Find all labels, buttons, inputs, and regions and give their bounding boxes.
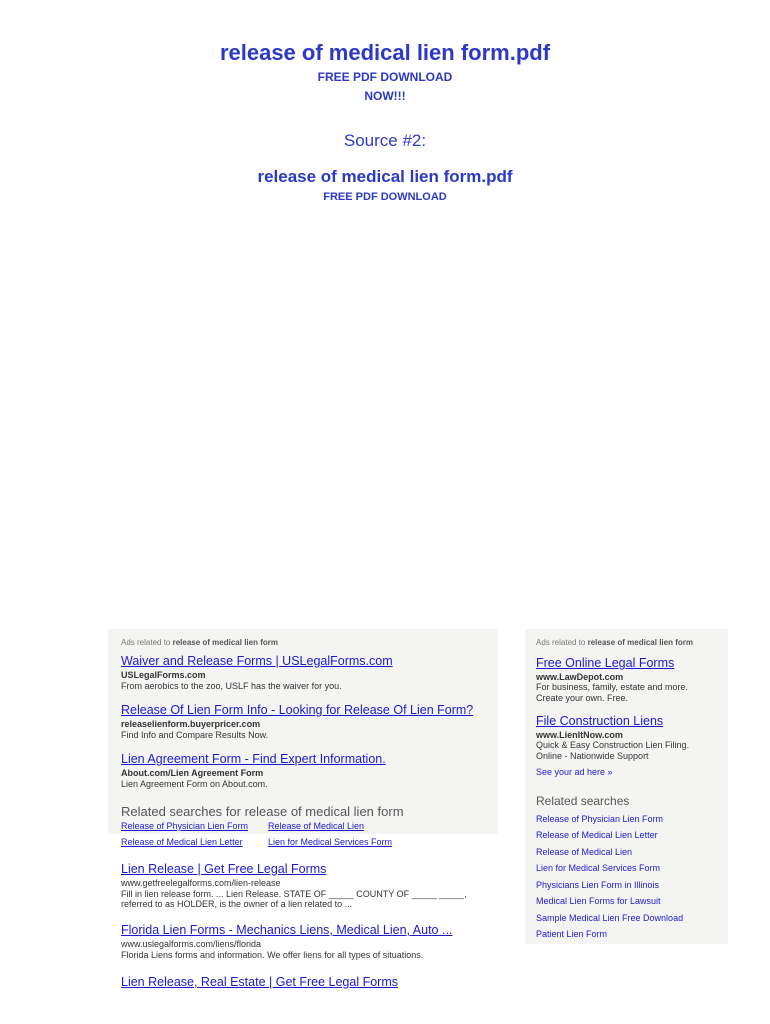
related-link[interactable]: Lien for Medical Services Form — [268, 837, 393, 847]
related-link[interactable]: Medical Lien Forms for Lawsuit — [536, 896, 661, 906]
result-link-lien-release[interactable]: Lien Release | Get Free Legal Forms — [121, 862, 327, 876]
left-ads-header: Ads related to release of medical lien form — [121, 638, 278, 647]
ad-description: Quick & Easy Construction Lien Filing. Online - Nationwide Support — [536, 740, 690, 761]
related-link[interactable]: Lien for Medical Services Form — [536, 863, 661, 873]
ad-link-lien-agreement[interactable]: Lien Agreement Form - Find Expert Information. — [121, 752, 386, 766]
ad-url: www.LawDepot.com — [536, 672, 624, 682]
result-link-florida-lien[interactable]: Florida Lien Forms - Mechanics Liens, Medical Lien, Auto ... — [121, 923, 453, 937]
result-description: Florida Liens forms and information. We offer liens for all types of situations. — [121, 950, 424, 960]
related-link[interactable]: Release of Medical Lien Letter — [536, 830, 658, 840]
source-label: Source #2: — [343, 131, 427, 150]
related-link[interactable]: Patient Lien Form — [536, 929, 608, 939]
related-link[interactable]: Physicians Lien Form in Illinois — [536, 880, 660, 890]
right-related-heading: Related searches — [536, 794, 630, 808]
ad-link-file-construction-liens[interactable]: File Construction Liens — [536, 714, 664, 728]
download-subtitle-line1: FREE PDF DOWNLOAD — [317, 70, 453, 84]
ad-url: www.LienItNow.com — [536, 730, 623, 740]
result-link-lien-release-real-estate[interactable]: Lien Release, Real Estate | Get Free Legal Forms — [121, 975, 398, 989]
related-link[interactable]: Release of Medical Lien Letter — [121, 837, 243, 847]
right-ads-panel — [525, 629, 728, 786]
ad-link-uslegalforms[interactable]: Waiver and Release Forms | USLegalForms.com — [121, 654, 393, 668]
related-link[interactable]: Release of Medical Lien — [536, 847, 633, 857]
download-subtitle-line2: NOW!!! — [364, 89, 406, 103]
ad-url: USLegalForms.com — [121, 670, 206, 680]
related-link[interactable]: Release of Physician Lien Form — [536, 814, 664, 824]
result-description: Fill in lien release form. ... Lien Release. STATE OF _____ COUNTY OF _____ _____, — [121, 889, 467, 899]
related-link[interactable]: Release of Physician Lien Form — [121, 821, 249, 831]
related-link[interactable]: Sample Medical Lien Free Download — [536, 913, 684, 923]
page-title: release of medical lien form.pdf — [219, 40, 551, 65]
related-link[interactable]: Release of Medical Lien — [268, 821, 365, 831]
left-related-heading: Related searches for release of medical lien form — [121, 804, 404, 819]
ad-description: For business, family, estate and more. Create your own. Free. — [536, 682, 688, 703]
result-url: www.uslegalforms.com/liens/florida — [121, 939, 262, 949]
ad-url: releaselienform.buyerpricer.com — [121, 719, 261, 729]
result-url: www.getfreelegalforms.com/lien-release — [121, 878, 281, 888]
secondary-title: release of medical lien form.pdf — [257, 167, 513, 186]
ad-description: From aerobics to the zoo, USLF has the waiver for you. — [121, 681, 342, 691]
result-description: referred to as HOLDER, is the owner of a lien related to ... — [121, 899, 353, 909]
right-ads-header: Ads related to release of medical lien form — [536, 638, 693, 647]
ad-url: About.com/Lien Agreement Form — [121, 768, 264, 778]
ad-link-free-online-legal-forms[interactable]: Free Online Legal Forms — [536, 656, 675, 670]
ad-description: Find Info and Compare Results Now. — [121, 730, 269, 740]
secondary-subtitle: FREE PDF DOWNLOAD — [323, 191, 447, 203]
see-your-ad-link[interactable]: See your ad here » — [536, 767, 613, 777]
ad-link-release-of-lien[interactable]: Release Of Lien Form Info - Looking for Release Of Lien Form? — [121, 703, 474, 717]
ad-description: Lien Agreement Form on About.com. — [121, 779, 268, 789]
